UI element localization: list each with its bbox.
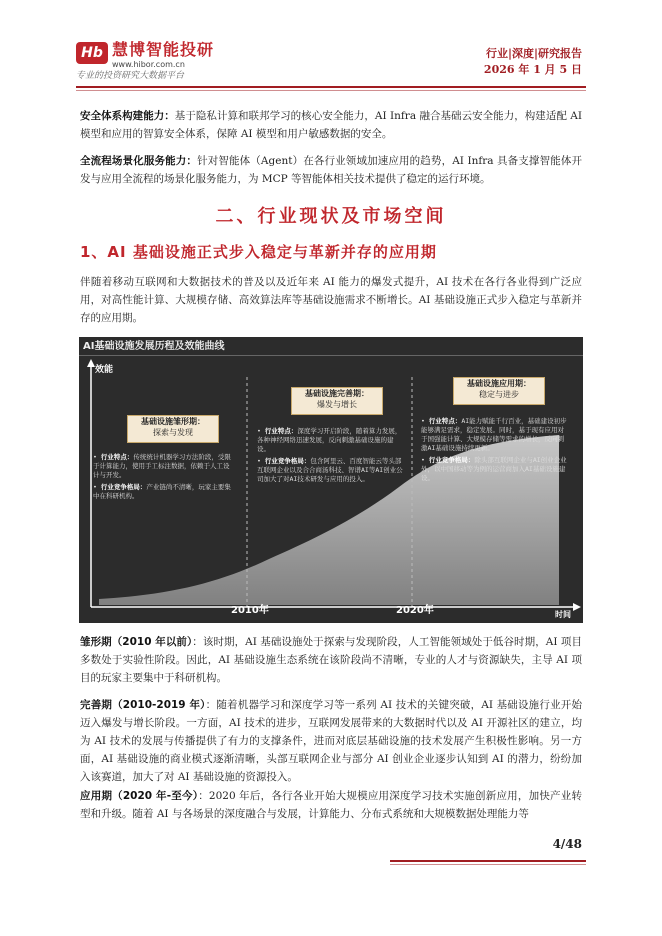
phase-subtitle: 探索与发现	[153, 428, 193, 437]
x-axis-arrow-icon	[573, 603, 581, 611]
subsection-title: 1、AI 基础设施正式步入稳定与革新并存的应用期	[80, 243, 437, 261]
period-text: ：2020 年后，各行各业开始大规模应用深度学习技术实施创新应用，加快产业转型和升级。随着 AI 与各场景的深度融合与发展，计算能力、分布式系统和大规模数据处理能力等	[80, 790, 582, 820]
bullet-feature: • 行业特点：传统统计机器学习方法阶段，受限于计算能力，使用手工标注数据，依赖于人工设计与开发。	[93, 453, 231, 479]
paragraph-label: 安全体系构建能力：	[80, 110, 175, 122]
phase-subtitle: 稳定与进步	[479, 390, 519, 399]
y-axis-arrow-icon	[87, 359, 95, 367]
phase-box-growth	[291, 387, 383, 415]
period-label: 雏形期（2010 年以前）	[80, 636, 193, 648]
logo-name: 慧博智能投研	[112, 40, 215, 59]
header-divider-thin	[76, 90, 586, 91]
x-axis-label: 时间	[555, 610, 571, 619]
doc-type: 行业|深度|研究报告	[485, 47, 582, 60]
phase-subtitle: 爆发与增长	[317, 400, 357, 409]
x-tick-2010: 2010年	[231, 605, 269, 616]
timeline-figure	[79, 337, 583, 623]
phase-name: 基础设施应用期：	[467, 379, 531, 388]
bullet-feature: • 行业特点：AI能力赋能千行百业，基础建设初步能够满足需求，稳定发展。同时，基于现有应用对于国强能计算、大规模存储等需求的增长，反向刺激AI基础设施持续更新。	[421, 417, 567, 452]
period-label: 应用期（2020 年-至今）	[80, 790, 199, 802]
bullet-feature: • 行业特点：深度学习开启阶段，随着算力发展，各种神经网络迅速发展，反向刺激基础设施的建设。	[257, 427, 402, 453]
phase-name: 基础设施完善期：	[305, 389, 369, 398]
report-date: 2026 年 1 月 5 日	[483, 63, 582, 76]
footer-divider	[390, 860, 586, 862]
header-divider	[76, 86, 586, 88]
section-body: 伴随着移动互联网和大数据技术的普及以及近年来 AI 能力的爆发式提升，AI 技术在各行各业得到广泛应用，对高性能计算、大规模存储、高效算法库等基础设施需求不断增长。AI 基础设施正式步入稳定与革新并存的应用期。	[80, 276, 582, 324]
period-embryonic	[80, 633, 582, 687]
phase-name: 基础设施雏形期：	[141, 417, 205, 426]
phase-bullets-growth	[257, 427, 405, 484]
paragraph-text: 针对智能体（Agent）在各行业领域加速应用的趋势，AI Infra 具备支撑智能体开发与应用全流程的场景化服务能力，为 MCP 等智能体相关技术提供了稳定的运行环境。	[80, 155, 582, 185]
paragraph-text: 基于隐私计算和联邦学习的核心安全能力，AI Infra 融合基础云安全能力，构建适配 AI 模型和应用的智算安全体系，保障 AI 模型和用户敏感数据的安全。	[80, 110, 582, 140]
period-text: ：该时期，AI 基础设施处于探索与发现阶段，人工智能领域处于低谷时期，AI 项目多数处于实验性阶段。因此，AI 基础设施生态系统在该阶段尚不清晰，专业的人才与资源缺失，主导 AI 项目的玩家主要集中于科研机构。	[80, 636, 582, 684]
logo-url: www.hibor.com.cn	[112, 60, 185, 69]
footer-divider-thin	[390, 864, 586, 865]
logo-slogan: 专业的投资研究大数据平台	[76, 71, 185, 81]
paragraph-label: 全流程场景化服务能力：	[80, 155, 198, 167]
bullet-competition: • 行业竞争格局：除头部互联网企业与AI创业企业外，以中国移动等为例的运营商加入AI基础设施建设。	[421, 456, 567, 482]
paragraph-security	[80, 107, 582, 143]
header-right	[484, 46, 582, 78]
phase-bullets-application	[421, 417, 567, 483]
section-title: 二、行业现状及市场空间	[215, 206, 447, 227]
bullet-competition: • 行业竞争格局：产业链尚不清晰，玩家主要集中在科研机构。	[93, 483, 231, 500]
paragraph-service	[80, 152, 582, 188]
y-axis-label: 效能	[95, 365, 114, 375]
phase-box-embryonic	[127, 415, 219, 443]
phase-bullets-embryonic	[93, 453, 235, 501]
page-number: 4/48	[552, 837, 582, 851]
phase-box-application	[453, 377, 545, 405]
figure-title: AI基础设施发展历程及效能曲线	[83, 341, 225, 352]
x-tick-2020: 2020年	[396, 605, 434, 616]
period-label: 完善期（2010-2019 年）	[80, 699, 206, 711]
logo-icon: Hb	[76, 42, 108, 64]
period-text: ：随着机器学习和深度学习等一系列 AI 技术的关键突破，AI 基础设施行业开始迈入爆发与增长阶段。一方面，AI 技术的进步，互联网发展带来的大数据时代以及 AI 开源社区的建立，均为 AI 技术的发展与传播提供了有力的支撑条件，进而对底层基础设施的技术发展产生积极性影响。另一方面，AI 基础设施的商业模式逐渐清晰，头部互联网企业与部分 AI 创业企业逐步认知到 AI 的潜力，纷纷加入该赛道，加大了对 AI 基础设施的资源投入。	[80, 699, 582, 783]
period-application	[80, 787, 582, 823]
period-growth	[80, 696, 582, 786]
bullet-competition: • 行业竞争格局：包含阿里云、百度智能云等头部互联网企业以及合合商汤科技、智谱AI等AI创业公司加大了对AI技术研发与应用的投入。	[257, 457, 403, 483]
